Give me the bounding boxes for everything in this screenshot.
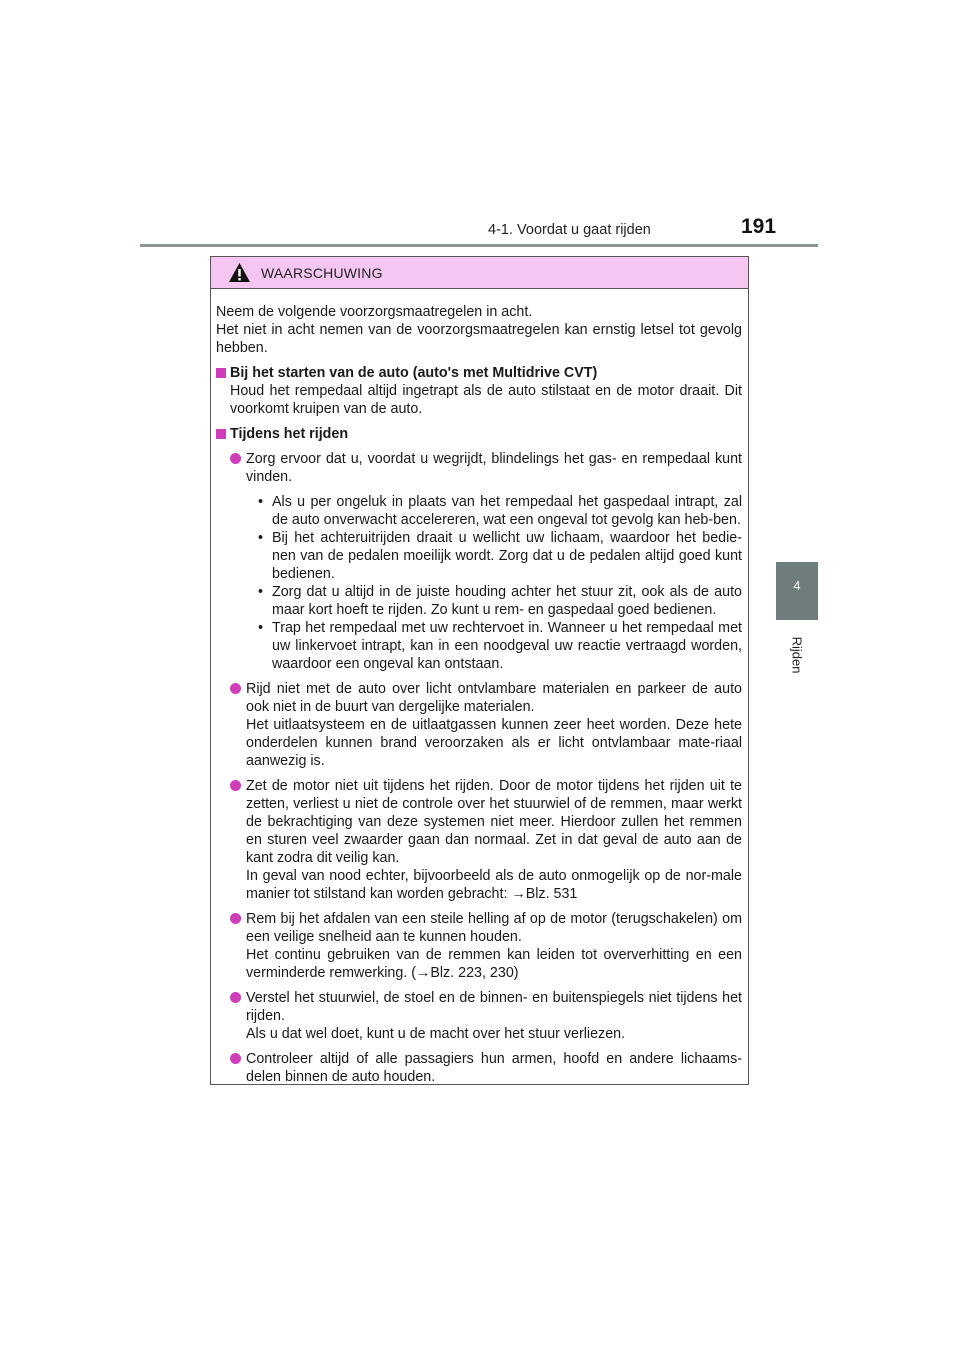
sub-item: • Bij het achteruitrijden draait u wellicht uw lichaam, waardoor het bedie-nen van de pedalen moeilijk wordt. Zorg dat u de pedalen altijd goed kunt bedienen. [258, 530, 742, 582]
round-bullet-icon [230, 992, 241, 1003]
round-bullet-icon [230, 683, 241, 694]
section-heading [216, 364, 742, 382]
list-item [216, 989, 742, 1043]
header-divider [140, 244, 818, 247]
item-text: Als u dat wel doet, kunt u de macht over het stuur verliezen. [246, 1026, 626, 1042]
section-heading-text: Tijdens het rijden [230, 426, 349, 442]
warning-header [211, 257, 748, 289]
list-item [216, 910, 742, 982]
warning-triangle-icon [228, 262, 251, 283]
square-bullet-icon [216, 429, 226, 439]
round-bullet-icon [230, 913, 241, 924]
warning-body [211, 289, 748, 1086]
warning-box [210, 256, 749, 1085]
sub-list [246, 493, 742, 673]
section-title: 4-1. Voordat u gaat rijden [488, 222, 651, 238]
intro-line: Neem de volgende voorzorgsmaatregelen in acht. [216, 304, 533, 320]
item-text: Het continu gebruiken van de remmen kan leiden tot oververhitting en een verminderde remwerking. (→Blz. 223, 230) [246, 947, 742, 981]
round-bullet-icon [230, 453, 241, 464]
item-text: Zorg ervoor dat u, voordat u wegrijdt, blindelings het gas- en rempedaal kunt vinden. [246, 451, 742, 485]
item-text: Verstel het stuurwiel, de stoel en de binnen- en buitenspiegels niet tijdens het rijden. [246, 990, 742, 1024]
sub-item: • Zorg dat u altijd in de juiste houding achter het stuur zit, ook als de auto maar kort hoeft te rijden. Zo kunt u rem- en gaspedaal goed bedienen. [258, 584, 742, 618]
list-item [216, 1050, 742, 1086]
section-text: Houd het rempedaal altijd ingetrapt als de auto stilstaat en de motor draait. Dit voorkomt kruipen van de auto. [230, 383, 742, 417]
item-text: In geval van nood echter, bijvoorbeeld als de auto onmogelijk op de nor-male manier tot stilstand kan worden gebracht: →Blz. 531 [246, 868, 742, 902]
square-bullet-icon [216, 368, 226, 378]
section-heading [216, 425, 742, 443]
sub-item: • Trap het rempedaal met uw rechtervoet in. Wanneer u het rempedaal met uw linkervoet intrapt, kan in een noodgeval uw reactie vertraagd worden, waardoor een ongeval kan ontstaan. [258, 620, 742, 672]
chapter-number: 4 [793, 578, 801, 593]
item-text: Rem bij het afdalen van een steile helling af op de motor (terugschakelen) om een veilige snelheid aan te kunnen houden. [246, 911, 742, 945]
section-heading-text: Bij het starten van de auto (auto's met Multidrive CVT) [230, 365, 598, 381]
sub-item: • Als u per ongeluk in plaats van het rempedaal het gaspedaal intrapt, zal de auto onverwacht accelereren, wat een ongeval tot gevolg kan heb-ben. [258, 494, 742, 528]
list-item [216, 680, 742, 770]
intro-line: Het niet in acht nemen van de voorzorgsmaatregelen kan ernstig letsel tot gevolg hebben. [216, 322, 742, 356]
list-item [216, 777, 742, 903]
item-text: Controleer altijd of alle passagiers hun armen, hoofd en andere lichaams-delen binnen de auto houden. [246, 1051, 742, 1085]
list-item [216, 450, 742, 673]
page-number: 191 [741, 215, 777, 238]
item-text: Het uitlaatsysteem en de uitlaatgassen kunnen zeer heet worden. Deze hete onderdelen kunnen brand veroorzaken als er licht ontvlambaar mate-riaal aanwezig is. [246, 717, 742, 769]
item-text: Rijd niet met de auto over licht ontvlambare materialen en parkeer de auto ook niet in de buurt van dergelijke materialen. [246, 681, 742, 715]
warning-title: WAARSCHUWING [261, 264, 383, 281]
round-bullet-icon [230, 1053, 241, 1064]
item-text: Zet de motor niet uit tijdens het rijden. Door de motor tijdens het rijden uit te zetten, verliest u niet de controle over het stuurwiel of de remmen, maar werkt de bekrachtiging van deze systemen niet meer. Hierdoor zullen het remmen en sturen veel zwaarder gaan dan normaal. Zet in dat geval de auto aan de kant zodra dit veilig kan. [246, 778, 742, 866]
chapter-label: Rijden [789, 636, 805, 674]
round-bullet-icon [230, 780, 241, 791]
